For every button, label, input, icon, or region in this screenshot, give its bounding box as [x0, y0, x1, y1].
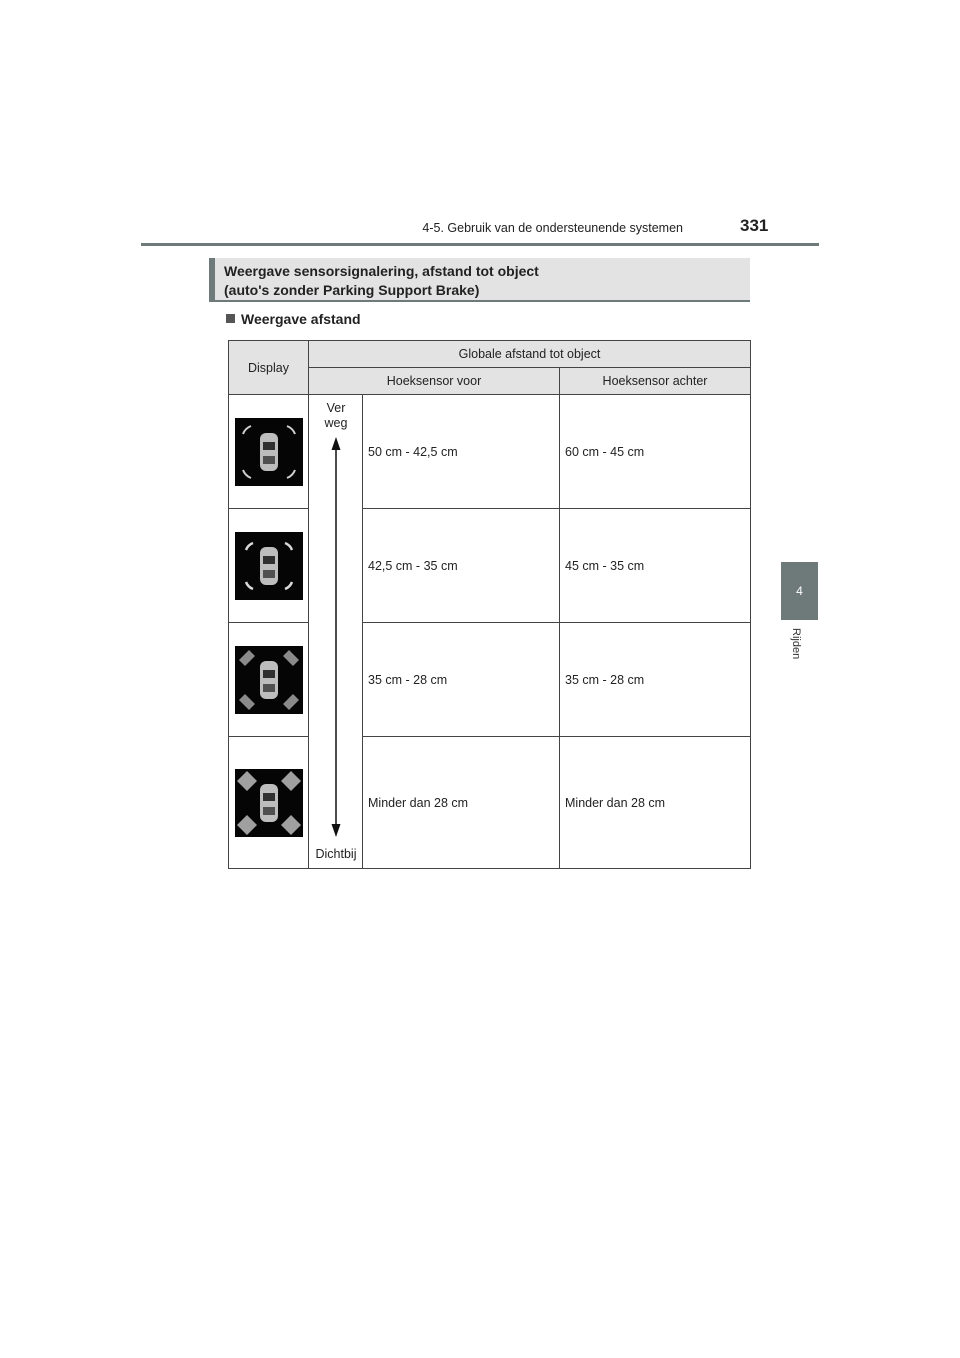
chapter-label: Rijden — [790, 628, 802, 660]
display-cell — [229, 395, 309, 509]
table-row — [229, 395, 751, 509]
sensor-display-level-2-icon — [235, 532, 303, 600]
subsection-title: Weergave afstand — [241, 311, 361, 327]
front-distance-value: Minder dan 28 cm — [363, 737, 560, 869]
distance-table — [228, 340, 751, 869]
display-cell — [229, 623, 309, 737]
front-distance-value: 35 cm - 28 cm — [363, 623, 560, 737]
running-header: 4-5. Gebruik van de ondersteunende systemen — [422, 221, 683, 235]
rear-distance-value: 45 cm - 35 cm — [560, 509, 751, 623]
distance-scale — [309, 395, 363, 869]
rear-distance-value: 35 cm - 28 cm — [560, 623, 751, 737]
chapter-number: 4 — [796, 584, 803, 598]
section-heading — [209, 258, 750, 302]
subsection-heading — [226, 311, 361, 327]
rear-distance-value: 60 cm - 45 cm — [560, 395, 751, 509]
scale-far-label — [309, 401, 363, 431]
header-distance: Globale afstand tot object — [309, 341, 751, 368]
scale-near-label: Dichtbij — [315, 847, 357, 861]
front-distance-value: 42,5 cm - 35 cm — [363, 509, 560, 623]
sensor-display-level-3-icon — [235, 646, 303, 714]
header-rule — [141, 243, 819, 246]
section-title-line1: Weergave sensorsignalering, afstand tot object — [224, 263, 539, 279]
front-distance-value: 50 cm - 42,5 cm — [363, 395, 560, 509]
sensor-display-level-1-icon — [235, 418, 303, 486]
header-front-sensor: Hoeksensor voor — [309, 368, 560, 395]
table-row — [229, 623, 751, 737]
page-number: 331 — [740, 216, 769, 235]
double-arrow-icon — [330, 437, 342, 837]
scale-far-line1: Ver — [326, 401, 346, 415]
chapter-tab[interactable] — [781, 562, 818, 620]
section-title-line2: (auto's zonder Parking Support Brake) — [224, 282, 480, 298]
rear-distance-value: Minder dan 28 cm — [560, 737, 751, 869]
header-display: Display — [229, 341, 309, 395]
header-rear-sensor: Hoeksensor achter — [560, 368, 751, 395]
table-row — [229, 737, 751, 869]
table-row — [229, 509, 751, 623]
square-bullet-icon — [226, 314, 235, 323]
sensor-display-level-4-icon — [235, 769, 303, 837]
scale-far-line2: weg — [324, 416, 348, 430]
display-cell — [229, 509, 309, 623]
display-cell — [229, 737, 309, 869]
